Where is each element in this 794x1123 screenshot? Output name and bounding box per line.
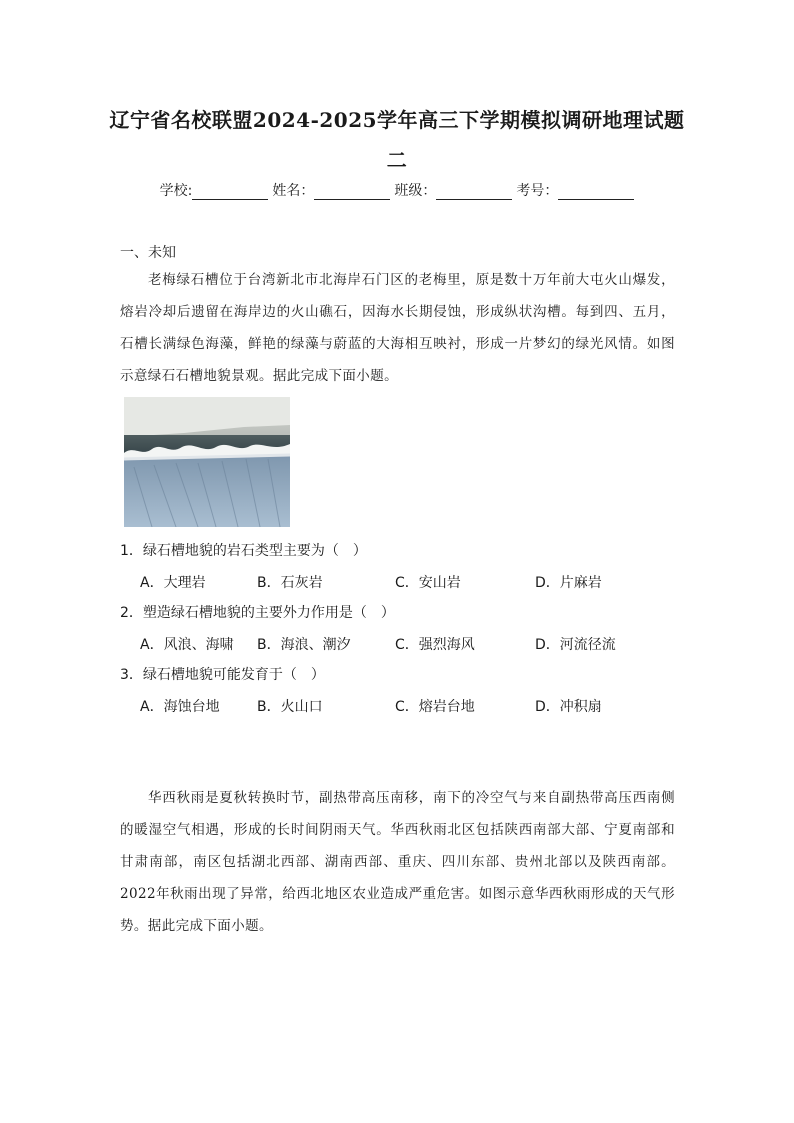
q2-option-d[interactable]: D．河流径流 bbox=[535, 637, 616, 653]
q1-option-b[interactable]: B．石灰岩 bbox=[257, 575, 323, 591]
q3-option-a[interactable]: A．海蚀台地 bbox=[140, 699, 220, 715]
question-2-stem: 2．塑造绿石槽地貌的主要外力作用是（ ） bbox=[120, 605, 395, 621]
green-stone-trough-photo bbox=[124, 397, 290, 527]
name-label: 姓名： bbox=[272, 183, 315, 199]
exam-number-label: 考号： bbox=[516, 183, 559, 199]
q3-option-c[interactable]: C．熔岩台地 bbox=[395, 699, 475, 715]
q2-option-b[interactable]: B．海浪、潮汐 bbox=[257, 637, 351, 653]
q3-option-b[interactable]: B．火山口 bbox=[257, 699, 323, 715]
section-heading: 一、未知 bbox=[120, 245, 176, 261]
question-3-stem: 3．绿石槽地貌可能发育于（ ） bbox=[120, 667, 325, 683]
q2-option-c[interactable]: C．强烈海风 bbox=[395, 637, 475, 653]
exam-number-blank[interactable] bbox=[558, 185, 634, 200]
class-field bbox=[394, 180, 512, 200]
school-label: 学校: bbox=[159, 183, 193, 199]
school-field bbox=[160, 180, 269, 200]
passage-west-china-autumn-rain: 华西秋雨是夏秋转换时节，副热带高压南移，南下的冷空气与来自副热带高压西南侧的暖湿空气相遇，形成的长时间阴雨天气。华西秋雨北区包括陕西南部大部、宁夏南部和甘肃南部，南区包括湖北西部、湖南西部、重庆、四川东部、贵州北部以及陕西南部。2022年秋雨出现了异常，给西北地区农业造成严重危害。如图示意华西秋雨形成的天气形势。据此完成下面小题。 bbox=[120, 790, 675, 934]
class-label: 班级： bbox=[394, 183, 437, 199]
q2-option-a[interactable]: A．风浪、海啸 bbox=[140, 637, 234, 653]
q1-option-a[interactable]: A．大理岩 bbox=[140, 575, 206, 591]
name-blank[interactable] bbox=[314, 185, 390, 200]
q3-option-d[interactable]: D．冲积扇 bbox=[535, 699, 602, 715]
exam-number-field bbox=[516, 180, 634, 200]
exam-title-line2: 二 bbox=[386, 148, 408, 172]
school-blank[interactable] bbox=[192, 185, 268, 200]
name-field bbox=[272, 180, 390, 200]
class-blank[interactable] bbox=[436, 185, 512, 200]
question-1-stem: 1．绿石槽地貌的岩石类型主要为（ ） bbox=[120, 543, 367, 559]
q1-option-d[interactable]: D．片麻岩 bbox=[535, 575, 602, 591]
exam-title-line1: 辽宁省名校联盟2024-2025学年高三下学期模拟调研地理试题 bbox=[109, 108, 685, 132]
q1-option-c[interactable]: C．安山岩 bbox=[395, 575, 461, 591]
student-info-row bbox=[0, 180, 794, 200]
passage-green-stone-trough: 老梅绿石槽位于台湾新北市北海岸石门区的老梅里，原是数十万年前大屯火山爆发，熔岩冷却后遗留在海岸边的火山礁石，因海水长期侵蚀，形成纵状沟槽。每到四、五月，石槽长满绿色海藻，鲜艳的绿藻与蔚蓝的大海相互映衬，形成一片梦幻的绿光风情。如图示意绿石石槽地貌景观。据此完成下面小题。 bbox=[120, 272, 675, 384]
